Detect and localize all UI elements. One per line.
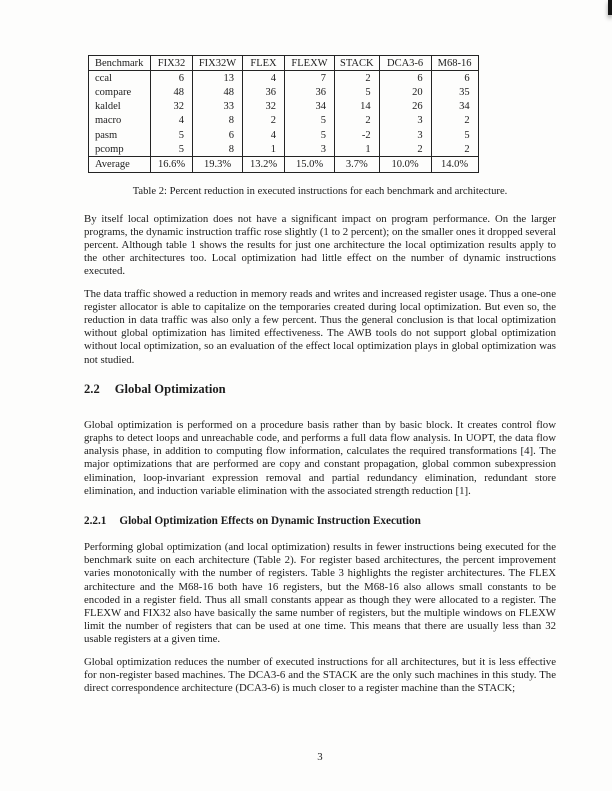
table-cell: 2 [243, 114, 285, 128]
table-cell: 6 [193, 128, 243, 142]
section-heading-global-optimization [84, 382, 556, 397]
table-header-row [89, 56, 479, 71]
table-cell: 32 [151, 100, 193, 114]
section-number: 2.2.1 [84, 514, 107, 527]
subsection-heading-effects [84, 515, 556, 527]
section-title: Global Optimization [114, 381, 226, 396]
table-cell: 4 [243, 71, 285, 86]
page-content [84, 55, 556, 695]
benchmark-results-table [88, 55, 479, 173]
table-cell: compare [89, 85, 151, 99]
table-cell: 3 [285, 142, 335, 157]
table-cell: 32 [243, 100, 285, 114]
table-header-cell: FLEX [243, 56, 285, 71]
table-header-cell: FIX32W [193, 56, 243, 71]
table-cell: 14 [335, 100, 380, 114]
table-cell: pcomp [89, 142, 151, 157]
table-cell: 1 [335, 142, 380, 157]
table-cell: 33 [193, 100, 243, 114]
section-number: 2.2 [84, 381, 100, 396]
table-cell: 2 [335, 71, 380, 86]
table-cell: 16.6% [151, 157, 193, 172]
table-cell: 1 [243, 142, 285, 157]
table-cell: 2 [335, 114, 380, 128]
table-cell: 4 [151, 114, 193, 128]
paragraph: Global optimization reduces the number of executed instructions for all architectures, but it is less effective for non-register based machines. The DCA3-6 and the STACK are the only such machines in this study. The direct correspondence architecture (DCA3-6) is much closer to a register machine than the STACK; [84, 655, 556, 694]
table-header-cell: STACK [335, 56, 380, 71]
table-cell: kaldel [89, 100, 151, 114]
page-number: 3 [317, 751, 323, 763]
table-average-row [89, 157, 479, 172]
table-cell: Average [89, 157, 151, 172]
table-header-cell: FIX32 [151, 56, 193, 71]
table-row [89, 71, 479, 86]
table-cell: pasm [89, 128, 151, 142]
table-header-cell: FLEXW [285, 56, 335, 71]
table-cell: 10.0% [379, 157, 431, 172]
table-cell: 19.3% [193, 157, 243, 172]
table-row [89, 100, 479, 114]
paragraph: Performing global optimization (and local optimization) results in fewer instructions being executed for the benchmark suite on each architecture (Table 2). For register based architectures, the percent improvement varies monotonically with the number of registers. Table 3 highlights the register architectures. The FLEX architecture and the M68-16 both have 16 registers, but the M68-16 also allows small constants to be encoded in a register field. Thus all small constants appear as though they were allocated to a register. The FLEXW and FIX32 also have basically the same number of registers, but the multiple windows on FLEXW limit the number of registers that can be used at one time. This means that there are usually less than 32 usable registers at a given time. [84, 540, 556, 646]
table-cell: 13 [193, 71, 243, 86]
table-header-cell: DCA3-6 [379, 56, 431, 71]
table-cell: 5 [285, 114, 335, 128]
table-cell: 4 [243, 128, 285, 142]
table-cell: 35 [431, 85, 478, 99]
table-cell: 6 [379, 71, 431, 86]
paragraph: The data traffic showed a reduction in memory reads and writes and increased register usage. Thus a one-one register allocator is able to capitalize on the temporaries created during local optimization. But even so, the reduction in data traffic was also only a few percent. Thus the general conclusion is that local optimization without global optimization has limited effectiveness. The AWB tools do not support global optimization without local optimization, so an evaluation of the effect local optimization plays in global optimization was not studied. [84, 287, 556, 366]
paragraph: By itself local optimization does not have a significant impact on program performance. On the larger programs, the dynamic instruction traffic rose slightly (1 to 2 percent); on the smaller ones it dropped several percent. Although table 1 shows the results for just one architecture the local optimization results apply to the other architectures too. Local optimization had little effect on the number of dynamic instructions executed. [84, 212, 556, 278]
table-cell: 20 [379, 85, 431, 99]
table-cell: 6 [431, 71, 478, 86]
table-cell: 5 [151, 142, 193, 157]
table-caption: Table 2: Percent reduction in executed instructions for each benchmark and architecture. [132, 185, 508, 197]
table-cell: 6 [151, 71, 193, 86]
table-cell: 13.2% [243, 157, 285, 172]
table-cell: 3 [379, 128, 431, 142]
table-row [89, 128, 479, 142]
table-cell: -2 [335, 128, 380, 142]
table-cell: 36 [285, 85, 335, 99]
table-cell: 5 [285, 128, 335, 142]
table-cell: 5 [431, 128, 478, 142]
table-cell: 34 [431, 100, 478, 114]
table-row [89, 114, 479, 128]
table-cell: 2 [431, 142, 478, 157]
table-cell: 34 [285, 100, 335, 114]
table-cell: 26 [379, 100, 431, 114]
table-cell: ccal [89, 71, 151, 86]
table-cell: 2 [431, 114, 478, 128]
table-cell: 15.0% [285, 157, 335, 172]
table-row [89, 142, 479, 157]
table-cell: 3.7% [335, 157, 380, 172]
table-header-cell: Benchmark [89, 56, 151, 71]
table-cell: 8 [193, 114, 243, 128]
table-cell: 3 [379, 114, 431, 128]
table-cell: 14.0% [431, 157, 478, 172]
table-cell: 5 [151, 128, 193, 142]
scan-artifact-mark [608, 0, 612, 15]
table-cell: 36 [243, 85, 285, 99]
table-cell: 2 [379, 142, 431, 157]
table-cell: 5 [335, 85, 380, 99]
section-title: Global Optimization Effects on Dynamic Instruction Execution [119, 514, 421, 527]
table-cell: macro [89, 114, 151, 128]
table-cell: 48 [193, 85, 243, 99]
paragraph: Global optimization is performed on a procedure basis rather than by basic block. It creates control flow graphs to detect loops and unreachable code, and performs a full data flow analysis. In UOPT, the data flow analysis phase, in addition to computing flow information, calculates the required transformations [4]. The major optimizations that are performed are copy and constant propagation, global common subexpression elimination, loop-invariant expression removal and partial redundancy elimination, redundant store elimination, and induction variable elimination with the associated strength reduction [1]. [84, 418, 556, 497]
table-cell: 48 [151, 85, 193, 99]
table-cell: 8 [193, 142, 243, 157]
table-row [89, 85, 479, 99]
table-cell: 7 [285, 71, 335, 86]
table-header-cell: M68-16 [431, 56, 478, 71]
